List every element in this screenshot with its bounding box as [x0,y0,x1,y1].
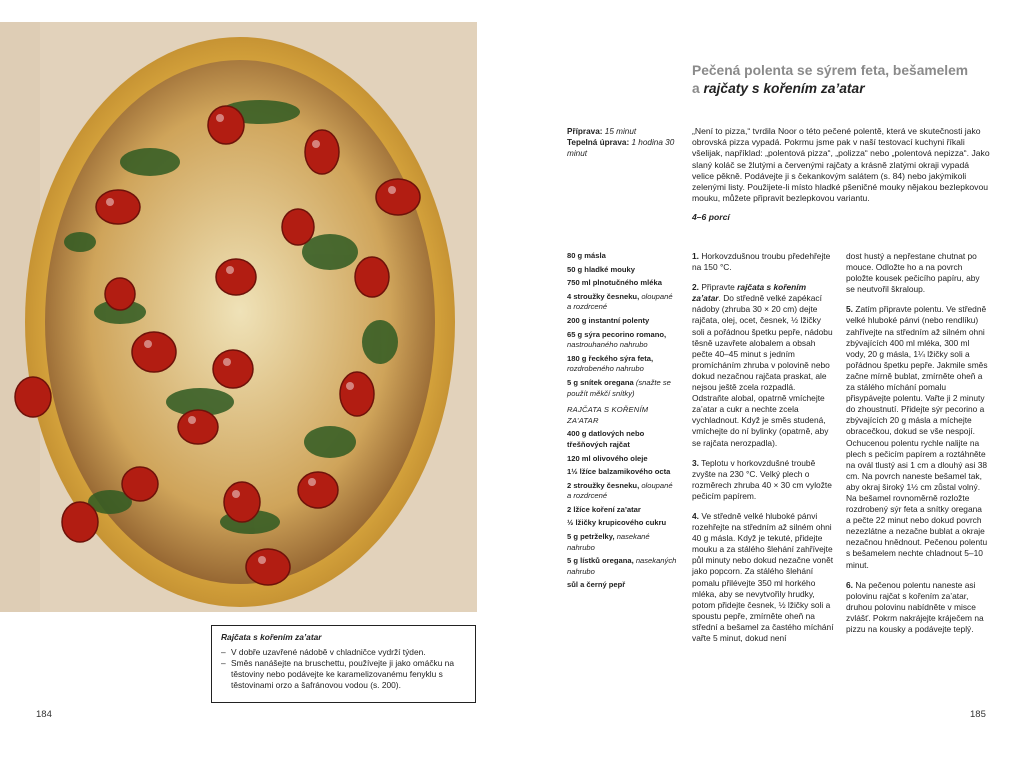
cook-time [567,137,677,159]
ingredients-list [567,251,677,594]
ingredient-note: nasekaných nahrubo [567,556,677,576]
method-step [692,251,834,273]
tip-box [211,625,476,703]
ingredient-item [567,278,677,289]
servings: 4–6 porcí [692,212,730,222]
ingredient-main: 2 lžíce koření za’atar [567,504,641,514]
tip-title: Rajčata s kořením za’atar [221,632,322,642]
right-page [512,0,1024,768]
step-number: 5. [846,304,853,315]
tip-item-text: V dobře uzavřené nádobě v chladničce vydrží týden. [231,647,426,657]
ingredient-main: 5 g lístků oregana, [567,556,634,566]
step-emphasis: rajčata s kořením za’atar [692,282,807,304]
step-text: Připravte [699,282,738,293]
method-step [692,458,834,502]
ingredient-main: 750 ml plnotučného mléka [567,278,662,288]
ingredient-item [567,505,677,516]
ingredient-main: 120 ml olivového oleje [567,453,648,463]
polenta-photo-illustration [0,22,477,612]
recipe-intro: „Není to pizza,“ tvrdila Noor o této pečené polentě, která ve skutečnosti jako obrovská pizza vypadá. Pokrmu jsme pak v naší testovací kuchyni říkali všelijak, například: „polentová pizza“, „polizza“ nebo „polentová nepizza“. Jako slaný koláč se žlutými a červenými rajčaty a krásně zlatými okraji vypadá velice pěkně. Podávejte ji s čekankovým salátem (s. 84) nebo jakýmikoli zelenými listy. Použijete-li místo hladké pšeničné mouky nějakou bezlepkovou mouku, můžete připravit bezlepkovou variantu. [692,126,990,204]
method-step [846,251,988,295]
ingredient-item [567,265,677,276]
ingredient-item [567,330,677,351]
step-text: dost hustý a nepřestane chutnat po mouce. Odložte ho a na povrch položte kousek pečicího papíru, aby se neutvořil škraloup. [846,251,980,295]
ingredient-main: 2 stroužky česneku, [567,480,640,490]
ingredient-item [567,467,677,478]
ingredient-main: 1½ lžíce balzamikového octa [567,467,671,477]
tip-dash: – [221,647,226,657]
ingredient-main: ½ lžičky krupicového cukru [567,518,667,528]
cook-value: 1 hodina 30 minut [567,138,675,158]
recipe-title [692,62,992,98]
step-text-cont: . Do středně velké zapékací nádoby (zhruba 30 × 20 cm) dejte rajčata, olej, ocet, česnek, ½ lžičky soli a pořádnou špetku pepře, nádobu těsně uzavřete alobalem a obsah pečte 40–45 minut s jedním promícháním zhruba v polovině nebo dokud nezačnou rajčata praskat, ale nejsou ještě zcela rozpadlá. Odstraňte alobal, opatrně vmíchejte za’atar a cukr a nechte zcela vychladnout. Když je směs studená, vmíchejte do ní bylinky (opatrně, aby se rajčata nerozpadla). [692,293,833,448]
method-column-2 [846,251,988,644]
ingredient-main: 5 g petrželky, [567,532,615,542]
method-column-1 [692,251,834,653]
ingredient-item [567,251,677,262]
ingredient-main: 180 g řeckého sýra feta, [567,353,654,363]
ingredient-item [567,354,677,375]
method-step [846,304,988,570]
tip-item [221,658,466,691]
ingredient-item [567,454,677,465]
step-number: 1. [692,251,699,261]
step-number: 2. [692,282,699,293]
ingredient-main: 80 g másla [567,251,606,260]
step-number: 6. [846,579,853,590]
step-text: Teplotu v horkovzdušné troubě zvyšte na 230 °C. Velký plech o rozměrech zhruba 40 × 30 cm vyložte pečicím papírem. [692,457,832,501]
ingredient-item [567,532,677,553]
step-number: 4. [692,510,699,521]
prep-label: Příprava: [567,127,603,136]
method-step [846,580,988,635]
step-text: Ve středně velké hluboké pánvi rozehřejte na středním až silném ohni 40 g másla. Když je tekuté, přidejte mouku a za stálého šlehání zahřívejte půl minuty nebo dokud nezačne vonět jako popcorn. Za stálého šlehání pomalu přilévejte 350 ml horkého mléka, aby se nevytvořily hrudky, potom přidejte česnek, ½ lžičky soli a spoustu pepře, zmírněte oheň na střední a bešamel za častého míchání vařte 5 minut, dokud není [692,510,834,643]
step-text: Na pečenou polentu naneste asi polovinu rajčat s kořením za’atar, druhou polovinu nabídněte v misce zvlášť. Pokrm nakrájejte kráječem na pizzu na kousky a podávejte teplý. [846,579,984,634]
timing-block [567,126,677,159]
ingredient-main: 4 stroužky česneku, [567,291,640,301]
step-text: Horkovzdušnou troubu předehřejte na 150 °C. [692,251,831,273]
ingredient-item [567,292,677,313]
ingredient-note: nastrouhaného nahrubo [567,340,648,350]
prep-time [567,126,677,137]
ingredient-item [567,580,677,591]
ingredient-item [567,481,677,502]
recipe-title-emphasis: rajčaty s kořením za’atar [703,81,865,96]
recipe-title-prefix: a [692,81,704,96]
ingredient-main: 200 g instantní polenty [567,315,650,325]
ingredients-heading: RAJČATA S KOŘENÍM ZA’ATAR [567,405,649,425]
tip-dash: – [221,658,226,668]
ingredient-main: sůl a černý pepř [567,580,626,590]
ingredient-note: (snažte se použít měkčí snítky) [567,377,671,398]
recipe-title-line2 [692,80,992,98]
ingredient-note: rozdrobeného nahrubo [567,364,644,374]
tip-item [221,647,466,658]
ingredients-group [567,429,677,591]
ingredient-main: 400 g datlových nebo třešňových rajčat [567,429,645,449]
ingredient-item [567,518,677,529]
tip-item-text: Směs nanášejte na bruschettu, používejte ji jako omáčku na těstoviny nebo podávejte ke karamelizovanému fenyklu s těstovinami orzo a šafránovou vodou (s. 200). [231,658,454,690]
method-step [692,511,834,644]
page-number-left: 184 [36,709,52,720]
ingredient-main: 65 g sýra pecorino romano, [567,329,667,339]
method-step [692,282,834,448]
prep-value: 15 minut [604,127,637,136]
page-number-right: 185 [970,709,986,720]
recipe-title-line1: Pečená polenta se sýrem feta, bešamelem [692,63,969,78]
ingredients-group [567,251,677,399]
cook-label: Tepelná úprava: [567,138,630,147]
ingredient-item [567,556,677,577]
step-text: Zatím připravte polentu. Ve středně velké hluboké pánvi (nebo rendlíku) zahřívejte na středním až silném ohni zbývajících 400 ml mléka, 300 ml vody, 20 g másla, 1¼ lžičky soli a pořádnou špetku pepře. Jakmile směs začne mírně bublat, zmírněte oheň a za stálého míchání pomalu přisypávejte polentu. Vařte ji 2 minuty do zhoustnutí. Přidejte sýr pecorino a zbývajících 20 g másla a míchejte obracečkou, dokud se vše nespojí. Ochucenou polentu rychle nalijte na plech s pečicím papírem a roztáhněte na ovál tlustý asi 1 cm a dlouhý asi 38 cm. Na povrch naneste bešamel tak, aby okraj široký 1½ cm zůstal volný. Na bešamel rovnoměrně rozložte rozdrobený sýr feta a snítky oregana a pečte 22 minut nebo dokud povrch nezezlátne a nezačne bublat a okraje nezačnou hnědnout. Pečenou polentu s bešamelem nechte chladnout 5–10 minut. [846,304,988,570]
ingredient-item [567,378,677,399]
polenta-pizza-photo [0,22,477,612]
ingredient-main: 5 g snítek oregana [567,377,634,387]
ingredient-note: oloupané a rozdrcené [567,480,673,501]
step-number: 3. [692,457,699,468]
ingredient-main: 50 g hladké mouky [567,264,635,274]
ingredient-note: nasekané nahrubo [567,532,650,552]
ingredient-item [567,429,677,450]
ingredient-note: oloupané a rozdrcené [567,291,673,312]
ingredient-item [567,316,677,327]
